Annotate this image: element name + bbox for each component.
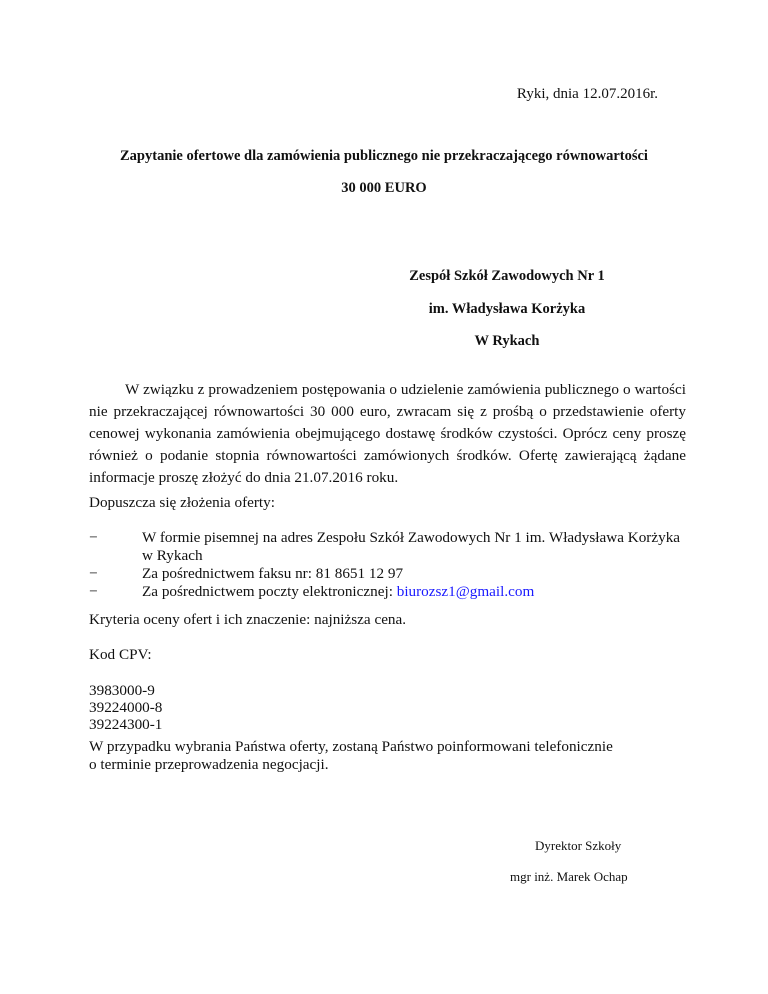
list-item bbox=[89, 583, 686, 601]
list-dash: − bbox=[89, 529, 98, 546]
cpv-code: 39224000-8 bbox=[89, 699, 163, 716]
closing-line: W przypadku wybrania Państwa oferty, zostaną Państwo poinformowani telefonicznie bbox=[89, 738, 613, 755]
main-paragraph bbox=[89, 379, 686, 489]
email-link[interactable]: biurozsz1@gmail.com bbox=[396, 583, 535, 600]
list-dash: − bbox=[89, 565, 98, 582]
criteria-text: Kryteria oceny ofert i ich znaczenie: najniższa cena. bbox=[89, 611, 407, 628]
signature-role: Dyrektor Szkoły bbox=[535, 838, 622, 853]
submission-methods-label: Dopuszcza się złożenia oferty: bbox=[89, 494, 275, 511]
cpv-code: 39224300-1 bbox=[89, 716, 163, 733]
recipient-patron: im. Władysława Korżyka bbox=[428, 301, 586, 317]
closing-paragraph bbox=[89, 738, 613, 774]
closing-line: o terminie przeprowadzenia negocjacji. bbox=[89, 756, 329, 773]
cpv-code-list bbox=[89, 682, 162, 733]
submission-methods-list bbox=[89, 529, 686, 601]
recipient-name: Zespół Szkół Zawodowych Nr 1 bbox=[409, 268, 605, 284]
list-item bbox=[89, 529, 686, 565]
list-item-text: Za pośrednictwem faksu nr: 81 8651 12 97 bbox=[142, 565, 404, 582]
document-title: Zapytanie ofertowe dla zamówienia publicznego nie przekraczającego równowartości bbox=[120, 148, 648, 164]
list-dash: − bbox=[89, 583, 98, 600]
list-item-text: W formie pisemnej na adres Zespołu Szkół Zawodowych Nr 1 im. Władysława Korżyka w Rykach bbox=[142, 529, 681, 564]
list-item-text: Za pośrednictwem poczty elektronicznej: bbox=[142, 583, 397, 600]
main-paragraph-text: W związku z prowadzeniem postępowania o udzielenie zamówienia publicznego o wartości nie przekraczającej równowartości 30 000 euro, zwracam się z prośbą o przedstawienie oferty cenowej wykonania zamówienia obejmującego dostawę środków czystości. Oprócz ceny proszę również o podanie stopnia równowartości zamówionych środków. Ofertę zawierającą żądane informacje proszę złożyć do dnia 21.07.2016 roku. bbox=[89, 381, 686, 486]
cpv-code: 3983000-9 bbox=[89, 682, 155, 699]
recipient-city: W Rykach bbox=[474, 333, 540, 349]
document-title-amount: 30 000 EURO bbox=[341, 180, 427, 196]
list-item bbox=[89, 565, 686, 583]
document-date: Ryki, dnia 12.07.2016r. bbox=[516, 86, 658, 102]
cpv-label: Kod CPV: bbox=[89, 646, 152, 663]
signature-name: mgr inż. Marek Ochap bbox=[510, 869, 628, 884]
